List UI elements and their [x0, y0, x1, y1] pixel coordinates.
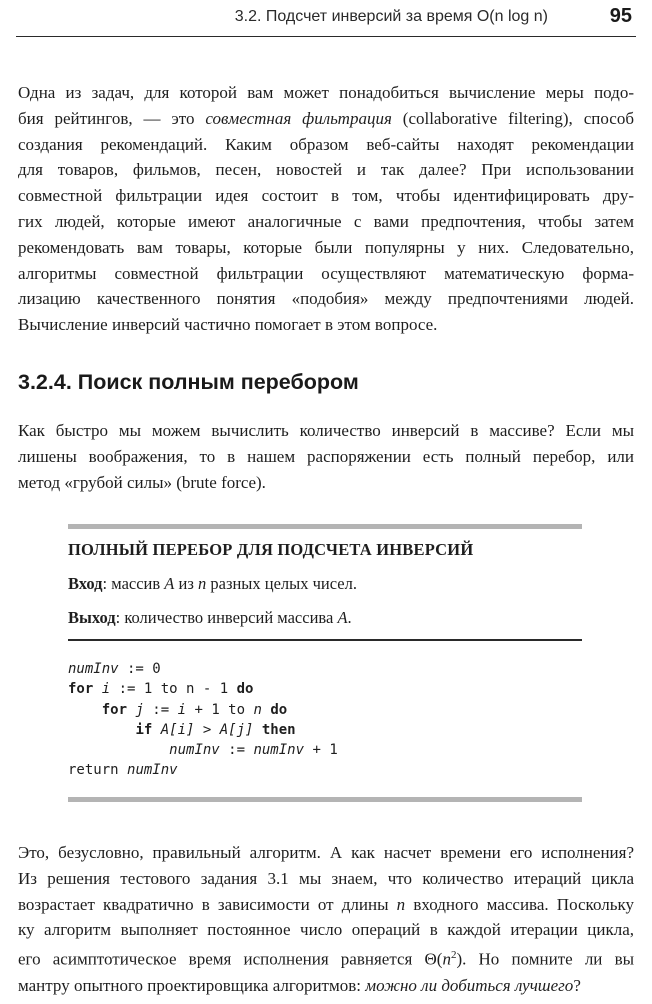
text-run: его асимптотическое время исполнения равняется Θ(: [18, 949, 443, 969]
code-var: n: [253, 701, 262, 718]
conclusion-paragraph: [18, 840, 634, 998]
text-line: [18, 892, 634, 918]
var-n: n: [442, 949, 451, 969]
code-text: + 1 to: [186, 701, 254, 718]
code-text: :=: [143, 701, 178, 718]
text-line: метод «грубой силы» (brute force).: [18, 472, 266, 492]
code-keyword: return: [68, 762, 119, 779]
text-run: мантру опытного проектировщика алгоритмов:: [18, 975, 366, 995]
exponent: 2: [450, 949, 457, 962]
code-expression: A[i] > A[j]: [152, 721, 262, 738]
code-line: [68, 720, 338, 740]
text-line: лизацию качественного понятия «подобия» между предпочтениями людей.: [18, 289, 634, 309]
bruteforce-paragraph: [18, 418, 634, 495]
code-var: j: [127, 701, 144, 718]
text-line: Вычисление инверсий частично помогает в этом вопросе.: [18, 315, 438, 335]
term-collaborative-filtering: совместная фильтрация: [205, 108, 392, 128]
output-label: Выход: [68, 608, 116, 627]
text-line: [18, 106, 634, 132]
code-line: [68, 700, 338, 720]
code-var: numInv: [253, 742, 305, 759]
code-keyword: for: [101, 701, 128, 718]
code-indent: [68, 702, 102, 718]
text-line: Одна из задач, для которой вам может понадобиться вычисление меры подо-: [18, 83, 634, 102]
text-run: : количество инверсий массива: [115, 608, 338, 627]
code-text: := 0: [118, 661, 161, 677]
page-number: 95: [609, 5, 632, 27]
intro-paragraph: [18, 80, 634, 338]
code-indent: [68, 742, 169, 758]
code-var: i: [93, 681, 111, 698]
text-run: бия рейтингов, — это: [18, 108, 206, 128]
text-line: гих людей, которые имеют аналогичные с вами предпочтения, чтобы затем: [18, 211, 634, 231]
text-run: входного массива. Поскольку: [405, 894, 634, 914]
text-line: совместной фильтрации идея состоит в том, чтобы идентифицировать дру-: [18, 186, 634, 206]
code-keyword: do: [270, 701, 288, 718]
code-line: [68, 659, 338, 679]
text-line: алгоритмы совместной фильтрации осуществляют математическую форма-: [18, 263, 634, 283]
text-run: (collaborative filtering), способ: [391, 108, 634, 128]
text-line: рекомендовать вам товары, которые были популярны у них. Следовательно,: [18, 237, 634, 257]
input-label: Вход: [68, 574, 103, 593]
mantra-phrase: можно ли добиться лучшего: [365, 975, 574, 995]
code-text: := 1 to n - 1: [110, 681, 237, 698]
code-line: [68, 740, 338, 760]
code-keyword: then: [261, 721, 296, 738]
var-n: n: [396, 894, 406, 914]
text-line: Из решения тестового задания 3.1 мы знаем, что количество итераций цикла: [18, 868, 634, 888]
var-n: n: [198, 574, 207, 593]
var-a: A: [164, 574, 175, 593]
text-run: ). Но помните ли вы: [456, 949, 635, 969]
text-run: .: [347, 608, 352, 627]
code-var: numInv: [169, 742, 220, 759]
code-var: numInv: [68, 661, 119, 677]
text-line: Это, безусловно, правильный алгоритм. А как насчет времени его исполнения?: [18, 843, 634, 862]
algorithm-input: [68, 574, 357, 594]
text-line: ку алгоритм выполняет постоянное число операций в каждой итерации цикла,: [18, 920, 634, 940]
algorithm-bottom-rule: [68, 797, 582, 802]
text-line: [18, 973, 634, 999]
code-text: :=: [219, 742, 254, 759]
algorithm-output: [68, 608, 352, 628]
code-line: [68, 679, 338, 699]
algorithm-title: ПОЛНЫЙ ПЕРЕБОР ДЛЯ ПОДСЧЕТА ИНВЕРСИЙ: [68, 540, 474, 559]
algorithm-top-rule: [68, 524, 582, 529]
algorithm-divider: [68, 639, 582, 641]
code-text: [119, 762, 127, 778]
pseudocode: [68, 659, 338, 781]
text-run: из: [174, 574, 198, 593]
text-run: ?: [573, 975, 581, 995]
running-title: 3.2. Подсчет инверсий за время O(n log n): [234, 8, 548, 25]
code-keyword: for: [68, 681, 94, 698]
code-indent: [68, 722, 135, 738]
text-run: возрастает квадратично в зависимости от длины: [18, 894, 397, 914]
code-line: [68, 760, 338, 780]
code-var: numInv: [127, 762, 178, 779]
text-run: разных целых чисел.: [206, 574, 357, 593]
text-line: лишены воображения, то в нашем распоряжении есть полный перебор, или: [18, 446, 634, 466]
text-line: Как быстро мы можем вычислить количество инверсий в массиве? Если мы: [18, 421, 634, 440]
algorithm-box: [68, 524, 582, 802]
code-var: i: [177, 701, 187, 718]
text-run: : массив: [102, 574, 165, 593]
section-title: 3.2.4. Поиск полным перебором: [18, 370, 359, 394]
code-keyword: do: [236, 681, 254, 698]
running-header: [16, 0, 636, 37]
code-keyword: if: [135, 721, 153, 738]
text-line: создания рекомендаций. Каким образом веб-сайты находят рекомендации: [18, 134, 634, 154]
code-text: + 1: [304, 742, 338, 759]
var-a: A: [337, 608, 348, 627]
text-line: [18, 943, 634, 972]
text-line: для товаров, фильмов, песен, новостей и так далее? При использовании: [18, 160, 634, 180]
